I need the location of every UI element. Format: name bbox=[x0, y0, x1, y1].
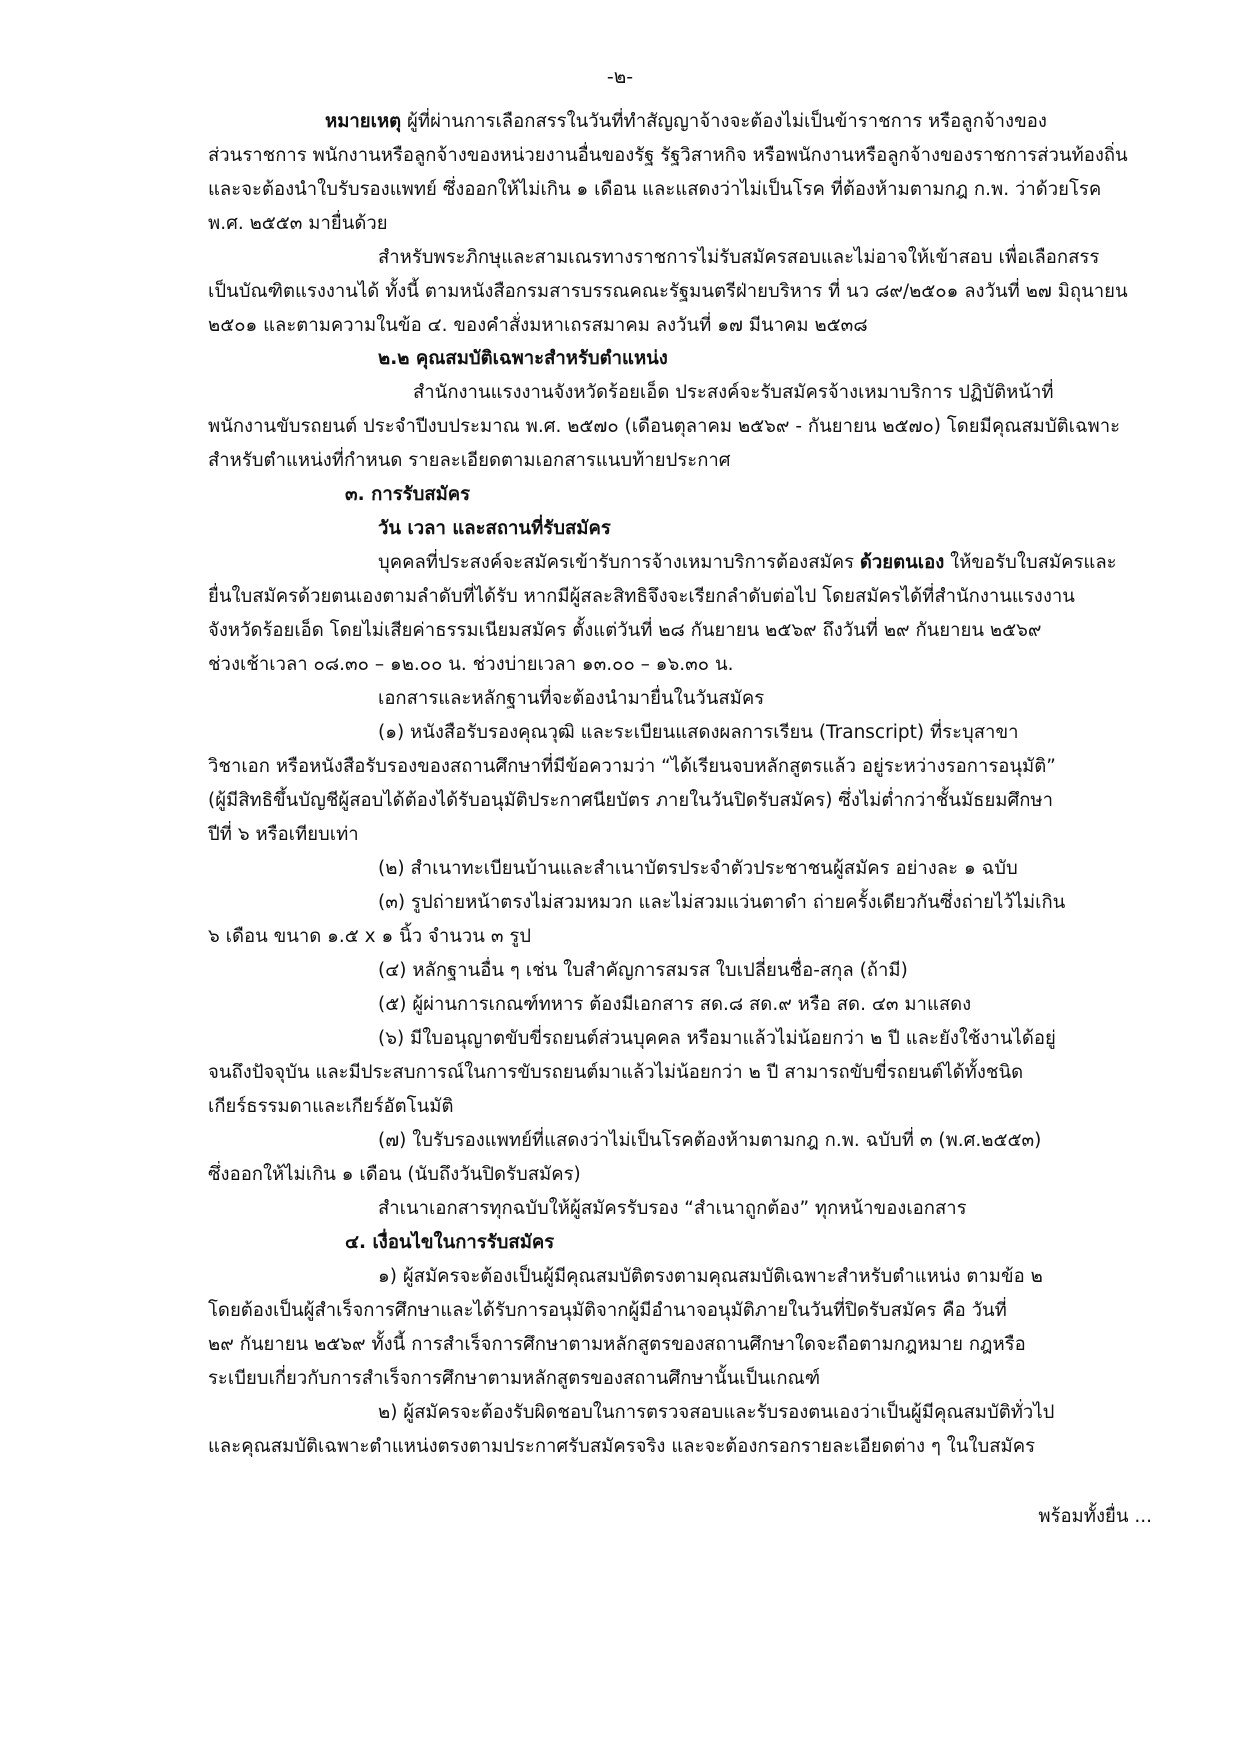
doc7-line-2: ซึ่งออกให้ไม่เกิน ๑ เดือน (นับถึงวันปิดรับสมัคร) bbox=[208, 1164, 581, 1185]
section-4-heading: ๔. เงื่อนไขในการรับสมัคร bbox=[345, 1232, 555, 1253]
doc6-line-1: (๖) มีใบอนุญาตขับขี่รถยนต์ส่วนบุคคล หรือมาแล้วไม่น้อยกว่า ๒ ปี และยังใช้งานได้อยู่ bbox=[378, 1028, 1056, 1049]
remark-line-2: ส่วนราชการ พนักงานหรือลูกจ้างของหน่วยงานอื่นของรัฐ รัฐวิสาหกิจ หรือพนักงานหรือลูกจ้างของราชการส่วนท้องถิ่น bbox=[208, 145, 1128, 166]
remark-text-1: ผู้ที่ผ่านการเลือกสรรในวันที่ทำสัญญาจ้างจะต้องไม่เป็นข้าราชการ หรือลูกจ้างของ bbox=[407, 111, 1047, 132]
doc7-line-1: (๗) ใบรับรองแพทย์ที่แสดงว่าไม่เป็นโรคต้องห้ามตามกฎ ก.พ. ฉบับที่ ๓ (พ.ศ.๒๕๕๓) bbox=[378, 1130, 1042, 1151]
monks-line-3: ๒๕๐๑ และตามความในข้อ ๔. ของคำสั่งมหาเถรสมาคม ลงวันที่ ๑๗ มีนาคม ๒๕๓๘ bbox=[208, 315, 868, 336]
doc1-line-4: ปีที่ ๖ หรือเทียบเท่า bbox=[208, 824, 359, 845]
remark-line-3: และจะต้องนำใบรับรองแพทย์ ซึ่งออกให้ไม่เกิน ๑ เดือน และแสดงว่าไม่เป็นโรค ที่ต้องห้ามตามกฎ ก.พ. ว่าด้วยโรค bbox=[208, 179, 1102, 200]
doc3-line-1: (๓) รูปถ่ายหน้าตรงไม่สวมหมวก และไม่สวมแว่นตาดำ ถ่ายครั้งเดียวกันซึ่งถ่ายไว้ไม่เกิน bbox=[378, 892, 1066, 913]
s3-para-line-1 bbox=[378, 551, 1117, 575]
section-3-heading: ๓. การรับสมัคร bbox=[345, 484, 471, 505]
s3-para-start: บุคคลที่ประสงค์จะสมัครเข้ารับการจ้างเหมาบริการต้องสมัคร bbox=[378, 552, 855, 573]
monks-line-1: สำหรับพระภิกษุและสามเณรทางราชการไม่รับสมัครสอบและไม่อาจให้เข้าสอบ เพื่อเลือกสรร bbox=[378, 247, 1100, 268]
s3-para-bold: ด้วยตนเอง bbox=[859, 552, 945, 573]
section-2-2-heading: ๒.๒ คุณสมบัติเฉพาะสำหรับตำแหน่ง bbox=[378, 348, 668, 369]
certify-line: สำเนาเอกสารทุกฉบับให้ผู้สมัครรับรอง “สำเนาถูกต้อง” ทุกหน้าของเอกสาร bbox=[378, 1198, 967, 1219]
s3-line-3: จังหวัดร้อยเอ็ด โดยไม่เสียค่าธรรมเนียมสมัคร ตั้งแต่วันที่ ๒๘ กันยายน ๒๕๖๙ ถึงวันที่ ๒๙ กันยายน ๒๕๖๙ bbox=[208, 620, 1042, 641]
remark-line-4: พ.ศ. ๒๕๕๓ มายื่นด้วย bbox=[208, 213, 388, 234]
doc5-line: (๕) ผู้ผ่านการเกณฑ์ทหาร ต้องมีเอกสาร สด.๘ สด.๙ หรือ สด. ๔๓ มาแสดง bbox=[378, 994, 972, 1015]
s3-para-end: ให้ขอรับใบสมัครและ bbox=[950, 552, 1117, 573]
monks-line-2: เป็นบัณฑิตแรงงานได้ ทั้งนี้ ตามหนังสือกรมสารบรรณคณะรัฐมนตรีฝ่ายบริหาร ที่ นว ๘๙/๒๕๐๑ ลงวันที่ ๒๗ มิถุนายน bbox=[208, 281, 1128, 302]
s22-line-3: สำหรับตำแหน่งที่กำหนด รายละเอียดตามเอกสารแนบท้ายประกาศ bbox=[208, 450, 731, 471]
doc2-line: (๒) สำเนาทะเบียนบ้านและสำเนาบัตรประจำตัวประชาชนผู้สมัคร อย่างละ ๑ ฉบับ bbox=[378, 858, 1018, 879]
c1-line-1: ๑) ผู้สมัครจะต้องเป็นผู้มีคุณสมบัติตรงตามคุณสมบัติเฉพาะสำหรับตำแหน่ง ตามข้อ ๒ bbox=[378, 1266, 1043, 1287]
c2-line-1: ๒) ผู้สมัครจะต้องรับผิดชอบในการตรวจสอบและรับรองตนเองว่าเป็นผู้มีคุณสมบัติทั่วไป bbox=[378, 1402, 1055, 1423]
c2-line-2: และคุณสมบัติเฉพาะตำแหน่งตรงตามประกาศรับสมัครจริง และจะต้องกรอกรายละเอียดต่าง ๆ ในใบสมัคร bbox=[208, 1436, 1036, 1457]
c1-line-3: ๒๙ กันยายน ๒๕๖๙ ทั้งนี้ การสำเร็จการศึกษาตามหลักสูตรของสถานศึกษาใดจะถือตามกฎหมาย กฎหรือ bbox=[208, 1334, 1026, 1355]
c1-line-2: โดยต้องเป็นผู้สำเร็จการศึกษาและได้รับการอนุมัติจากผู้มีอำนาจอนุมัติภายในวันที่ปิดรับสมัคร คือ วันที่ bbox=[208, 1300, 1007, 1321]
c1-line-4: ระเบียบเกี่ยวกับการสำเร็จการศึกษาตามหลักสูตรของสถานศึกษานั้นเป็นเกณฑ์ bbox=[208, 1368, 821, 1389]
s22-line-2: พนักงานขับรถยนต์ ประจำปีงบประมาณ พ.ศ. ๒๕๗๐ (เดือนตุลาคม ๒๕๖๙ - กันยายน ๒๕๗๐) โดยมีคุณสมบัติเฉพาะ bbox=[208, 416, 1121, 437]
doc1-line-3: (ผู้มีสิทธิขึ้นบัญชีผู้สอบได้ต้องได้รับอนุมัติประกาศนียบัตร ภายในวันปิดรับสมัคร) ซึ่งไม่ต่ำกว่าชั้นมัธยมศึกษา bbox=[208, 790, 1054, 811]
doc4-line: (๔) หลักฐานอื่น ๆ เช่น ใบสำคัญการสมรส ใบเปลี่ยนชื่อ-สกุล (ถ้ามี) bbox=[378, 960, 908, 981]
s22-line-1: สำนักงานแรงงานจังหวัดร้อยเอ็ด ประสงค์จะรับสมัครจ้างเหมาบริการ ปฏิบัติหน้าที่ bbox=[413, 382, 1054, 403]
doc6-line-3: เกียร์ธรรมดาและเกียร์อัตโนมัติ bbox=[208, 1096, 454, 1117]
remark-line-1 bbox=[325, 110, 1047, 134]
doc3-line-2: ๖ เดือน ขนาด ๑.๕ x ๑ นิ้ว จำนวน ๓ รูป bbox=[208, 926, 532, 947]
docs-heading: เอกสารและหลักฐานที่จะต้องนำมายื่นในวันสมัคร bbox=[378, 688, 765, 709]
continuation-text: พร้อมทั้งยื่น ... bbox=[1038, 1506, 1152, 1527]
remark-label: หมายเหตุ bbox=[325, 111, 402, 132]
section-3-subheading: วัน เวลา และสถานที่รับสมัคร bbox=[378, 518, 611, 539]
s3-line-2: ยื่นใบสมัครด้วยตนเองตามลำดับที่ได้รับ หากมีผู้สละสิทธิจึงจะเรียกลำดับต่อไป โดยสมัครได้ที่สำนักงานแรงงาน bbox=[208, 586, 1075, 607]
s3-line-4: ช่วงเช้าเวลา ๐๘.๓๐ – ๑๒.๐๐ น. ช่วงบ่ายเวลา ๑๓.๐๐ – ๑๖.๓๐ น. bbox=[208, 654, 734, 675]
doc1-line-2: วิชาเอก หรือหนังสือรับรองของสถานศึกษาที่มีข้อความว่า “ได้เรียนจบหลักสูตรแล้ว อยู่ระหว่างรอการอนุมัติ” bbox=[208, 756, 1056, 777]
doc6-line-2: จนถึงปัจจุบัน และมีประสบการณ์ในการขับรถยนต์มาแล้วไม่น้อยกว่า ๒ ปี สามารถขับขี่รถยนต์ได้ทั้งชนิด bbox=[208, 1062, 1024, 1083]
page-number: -๒- bbox=[606, 66, 634, 88]
doc1-line-1: (๑) หนังสือรับรองคุณวุฒิ และระเบียนแสดงผลการเรียน (Transcript) ที่ระบุสาขา bbox=[378, 722, 1019, 743]
